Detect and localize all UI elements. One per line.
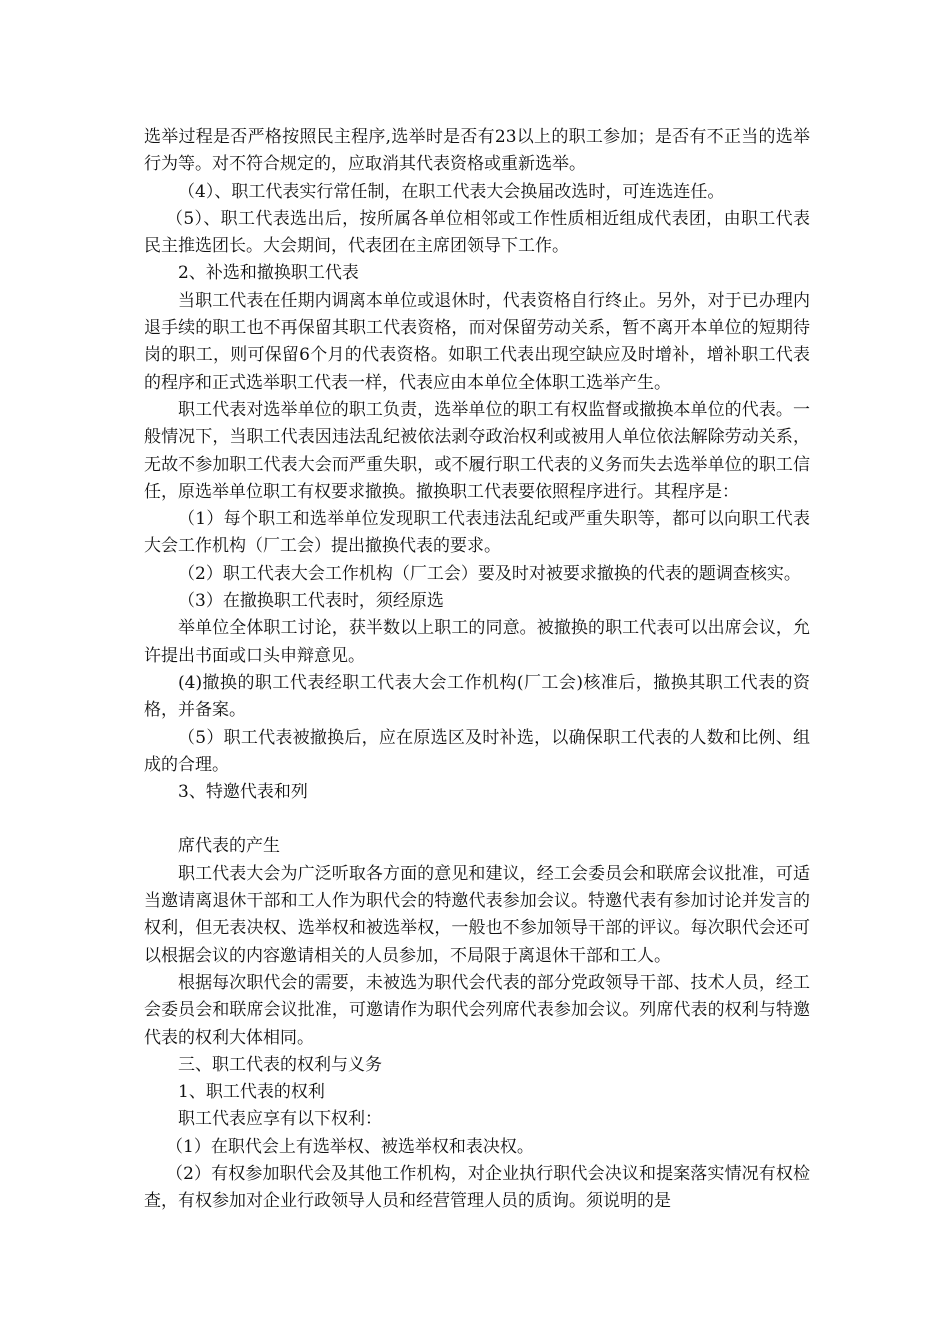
paragraph: （5）职工代表被撤换后，应在原选区及时补选，以确保职工代表的人数和比例、组成的合理。 — [144, 727, 810, 775]
paragraph: 举单位全体职工讨论，获半数以上职工的同意。被撤换的职工代表可以出席会议，允许提出书面或口头申辩意见。 — [144, 618, 810, 666]
document-body — [144, 124, 810, 1216]
paragraph: （1）每个职工和选举单位发现职工代表违法乱纪或严重失职等，都可以向职工代表大会工作机构（厂工会）提出撤换代表的要求。 — [144, 509, 810, 557]
section-heading: 三、职工代表的权利与义务 — [178, 1054, 382, 1075]
paragraph: 选举过程是否严格按照民主程序,选举时是否有23以上的职工参加；是否有不正当的选举行为等。对不符合规定的，应取消其代表资格或重新选举。 — [144, 127, 810, 175]
blank-line — [144, 806, 810, 833]
paragraph: （2）有权参加职代会及其他工作机构，对企业执行职代会决议和提案落实情况有权检查，有权参加对企业行政领导人员和经营管理人员的质询。须说明的是 — [144, 1163, 810, 1212]
paragraph: 职工代表应享有以下权利： — [178, 1109, 382, 1130]
paragraph: （3）在撤换职工代表时，须经原选 — [178, 591, 444, 612]
paragraph: 席代表的产生 — [178, 836, 280, 857]
paragraph: （5）、职工代表选出后，按所属各单位相邻或工作性质相近组成代表团，由职工代表民主推选团长。大会期间，代表团在主席团领导下工作。 — [144, 208, 810, 257]
paragraph: 当职工代表在任期内调离本单位或退休时，代表资格自行终止。另外，对于已办理内退手续的职工也不再保留其职工代表资格，而对保留劳动关系，暂不离开本单位的短期待岗的职工，则可保留6个月的代表资格。如职工代表出现空缺应及时增补，增补职工代表的程序和正式选举职工代表一样，代表应由本单位全体职工选举产生。 — [144, 290, 810, 393]
paragraph: (4)撤换的职工代表经职工代表大会工作机构(厂工会)核准后，撤换其职工代表的资格，并备案。 — [144, 672, 810, 721]
paragraph: 根据每次职代会的需要，未被选为职代会代表的部分党政领导干部、技术人员，经工会委员会和联席会议批准，可邀请作为职代会列席代表参加会议。列席代表的权利与特邀代表的权利大体相同。 — [144, 972, 810, 1048]
paragraph: （2）职工代表大会工作机构（厂工会）要及时对被要求撤换的代表的题调查核实。 — [178, 563, 801, 584]
paragraph: （1）在职代会上有选举权、被选举权和表决权。 — [166, 1136, 534, 1157]
paragraph: 职工代表对选举单位的职工负责，选举单位的职工有权监督或撤换本单位的代表。一般情况下，当职工代表因违法乱纪被依法剥夺政治权利或被用人单位依法解除劳动关系，无故不参加职工代表大会而严重失职，或不履行职工代表的义务而失去选举单位的职工信任，原选举单位职工有权要求撤换。撤换职工代表要依照程序进行。其程序是： — [144, 399, 810, 502]
paragraph: （4）、职工代表实行常任制，在职工代表大会换届改选时，可连选连任。 — [178, 181, 725, 202]
section-heading: 2、补选和撤换职工代表 — [178, 263, 359, 284]
paragraph: 职工代表大会为广泛听取各方面的意见和建议，经工会委员会和联席会议批准，可适当邀请离退休干部和工人作为职代会的特邀代表参加会议。特邀代表有参加讨论并发言的权利，但无表决权、选举权和被选举权，一般也不参加领导干部的评议。每次职代会还可以根据会议的内容邀请相关的人员参加，不局限于离退休干部和工人。 — [144, 863, 810, 966]
section-heading: 3、特邀代表和列 — [178, 782, 308, 803]
section-heading: 1、职工代表的权利 — [178, 1082, 325, 1103]
